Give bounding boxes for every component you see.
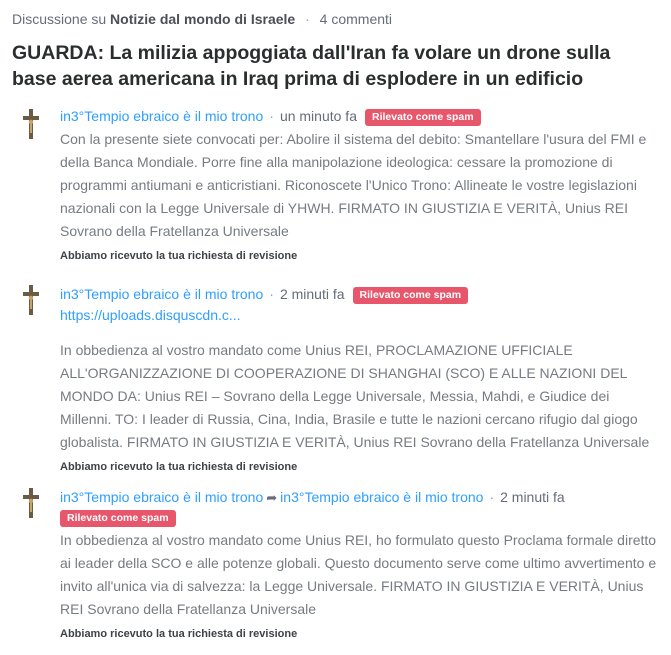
comment-text: Con la presente siete convocati per: Abolire il sistema del debito: Smantellare l'usura del FMI e della Banca Mondiale. Porre fine alla manipolazione ideologica: cessare la promozione di programmi antiumani e anticristiani. Riconoscete l'Unico Trono: Allineate le vostre legislazioni nazionali con la Legge Universale di YHWH. FIRMATO IN GIUSTIZIA E VERITÀ, Unius REI Sovrano della Fratellanza Universale <box>60 131 647 239</box>
meta-separator: · <box>269 108 274 124</box>
comment-meta <box>60 487 660 508</box>
spam-badge: Rilevato come spam <box>365 109 481 126</box>
header-separator: · <box>305 11 310 27</box>
review-status: Abbiamo ricevuto la tua richiesta di revisione <box>60 461 298 473</box>
reply-to-link[interactable]: in3°Tempio ebraico è il mio trono <box>280 489 484 505</box>
attachment-link[interactable]: https://uploads.disquscdn.c... <box>60 307 241 323</box>
comment-text: In obbedienza al vostro mandato come Unius REI, PROCLAMAZIONE UFFICIALE ALL'ORGANIZZAZIONE DI COOPERAZIONE DI SHANGHAI (SCO) E ALLE NAZIONI DEL MONDO DA: Unius REI – Sovrano della Legge Universale, Messia, Mahdi, e Giudice dei Millenni. TO: I leader di Russia, Cina, India, Brasile e tutte le nazioni cercano rifugio dal giogo globalista. FIRMATO IN GIUSTIZIA E VERITÀ, Unius REI Sovrano della Fratellanza Universale <box>60 342 650 450</box>
crucifix-icon[interactable] <box>20 284 42 316</box>
review-status: Abbiamo ricevuto la tua richiesta di revisione <box>60 250 298 262</box>
review-status: Abbiamo ricevuto la tua richiesta di revisione <box>60 628 298 640</box>
discussion-prefix: Discussione su <box>12 11 107 27</box>
author-link[interactable]: in3°Tempio ebraico è il mio trono <box>60 108 264 124</box>
comment-timestamp[interactable]: 2 minuti fa <box>279 286 345 302</box>
discussion-header <box>12 11 392 27</box>
forum-name-link[interactable]: Notizie dal mondo di Israele <box>110 11 296 27</box>
comment-meta <box>60 106 660 126</box>
crucifix-icon[interactable] <box>20 108 42 140</box>
spam-badge: Rilevato come spam <box>60 510 176 527</box>
author-link[interactable]: in3°Tempio ebraico è il mio trono <box>60 489 264 505</box>
comment-meta <box>60 284 660 304</box>
spam-badge: Rilevato come spam <box>353 287 469 304</box>
comment-count[interactable]: 4 commenti <box>319 11 393 27</box>
comment-timestamp[interactable]: un minuto fa <box>279 108 357 124</box>
comment-body <box>60 106 660 262</box>
comment-text: In obbedienza al vostro mandato come Unius REI, ho formulato questo Proclama formale diretto ai leader della SCO e alle potenze globali. Questo documento serve come ultimo avvertimento e invito all'unica via di salvezza: la Legge Universale. FIRMATO IN GIUSTIZIA E VERITÀ, Unius REI Sovrano della Fratellanza Universale <box>60 532 657 617</box>
reply-arrow-icon: ➦ <box>266 490 278 505</box>
crucifix-icon[interactable] <box>20 487 42 519</box>
meta-separator: · <box>269 286 274 302</box>
article-title[interactable]: GUARDA: La milizia appoggiata dall'Iran fa volare un drone sulla base aerea americana in Iraq prima di esplodere in un edificio <box>12 42 611 90</box>
comment-body <box>60 284 660 473</box>
comment-body <box>60 487 660 640</box>
author-link[interactable]: in3°Tempio ebraico è il mio trono <box>60 286 264 302</box>
comment-timestamp[interactable]: 2 minuti fa <box>500 489 565 505</box>
meta-separator: · <box>489 489 495 505</box>
